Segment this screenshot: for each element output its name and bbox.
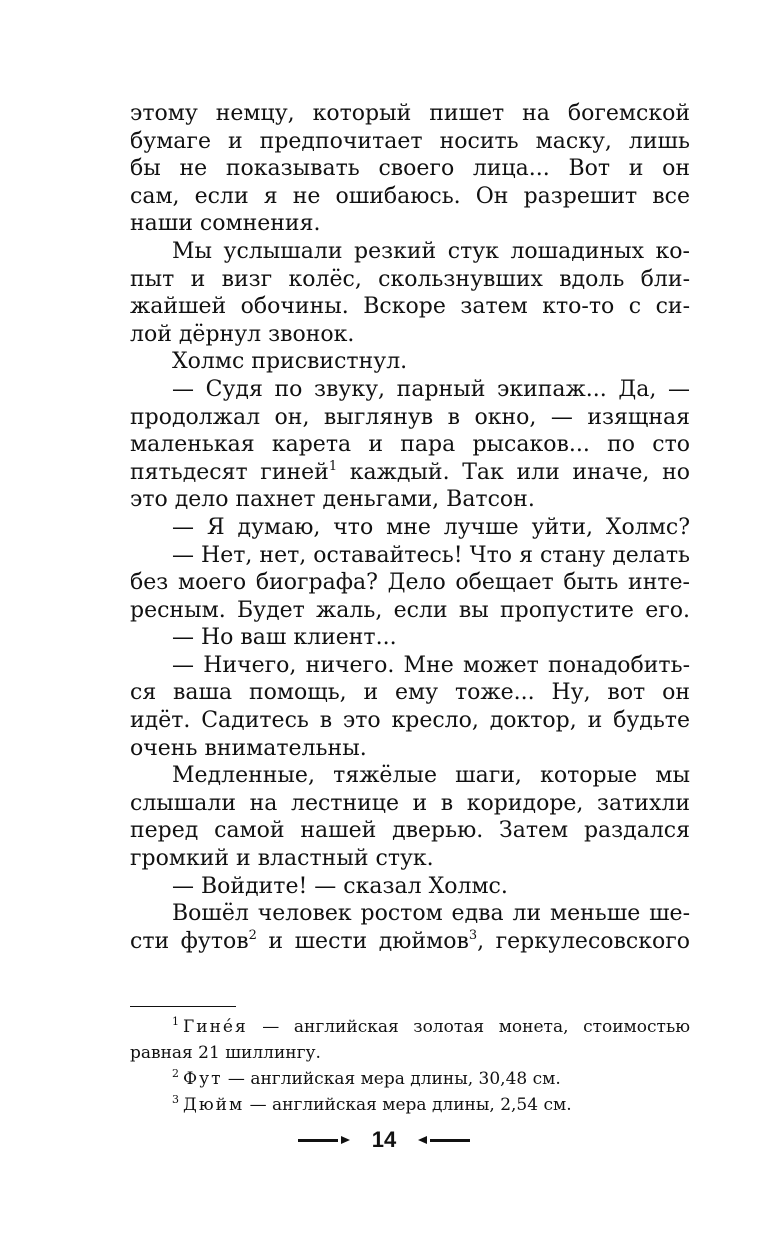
footnote-2-mark: 2: [172, 1067, 179, 1080]
footnote-1: [130, 1014, 690, 1040]
text-line: очень внимательны.: [130, 735, 367, 761]
folio-bar-right: [430, 1139, 470, 1142]
folio-ornament-left: [298, 1136, 350, 1144]
text-line: без моего биографа? Дело обещает быть инте-: [130, 570, 690, 596]
footnote-3-term: Дюйм: [183, 1095, 245, 1115]
arrow-right-icon: [341, 1136, 350, 1144]
folio-bar-left: [298, 1139, 338, 1142]
text-line: Мы услышали резкий стук лошадиных ко-: [172, 238, 690, 264]
text-line: громкий и властный стук.: [130, 846, 434, 872]
arrow-left-icon: [418, 1136, 427, 1144]
body-text: [130, 100, 690, 955]
text-line: пятьдесят гиней$^1$ каждый. Так или иначе, но: [130, 458, 690, 485]
text-line: маленькая карета и пара рысаков... по сто: [130, 432, 690, 458]
text-line: Холмс присвистнул.: [172, 349, 408, 375]
footnote-1-mark: 1: [172, 1015, 179, 1028]
footnote-3-text: — английская мера длины, 2,54 см.: [244, 1095, 572, 1115]
text-line: жайшей обочины. Вскоре затем кто-то с си-: [130, 294, 690, 320]
text-line: — Но ваш клиент...: [172, 625, 397, 651]
text-line: наши сомнения.: [130, 211, 321, 237]
text-line: это дело пахнет деньгами, Ватсон.: [130, 487, 535, 513]
footnote-1-term: Гинéя: [183, 1017, 248, 1037]
text-line: бы не показывать своего лица... Вот и он: [130, 156, 690, 182]
text-line: сти футов$^2$ и шести дюймов$^3$, геркулесовского: [130, 927, 690, 954]
text-line: Вошёл человек ростом едва ли меньше ше-: [172, 901, 690, 927]
text-line: — Судя по звуку, парный экипаж... Да, —: [172, 376, 690, 402]
footnote-2: [130, 1066, 690, 1092]
text-line: слышали на лестнице и в коридоре, затихли: [130, 790, 690, 816]
footnote-2-term: Фут: [183, 1069, 223, 1089]
footnote-1-text-continued: равная 21 шиллингу.: [130, 1043, 321, 1063]
footnote-1-text: — английская золотая монета, стоимостью: [247, 1017, 690, 1037]
text-line: продолжал он, выглянув в окно, — изящная: [130, 404, 690, 430]
folio-ornament-right: [418, 1136, 470, 1144]
text-line: бумаге и предпочитает носить маску, лишь: [130, 128, 690, 154]
text-line: идёт. Садитесь в это кресло, доктор, и будьте: [130, 708, 690, 734]
footnote-ref: 1: [328, 458, 338, 474]
text-line: — Нет, нет, оставайтесь! Что я стану делать: [172, 542, 690, 568]
text-line: ресным. Будет жаль, если вы пропустите его.: [130, 597, 690, 623]
footnote-3-mark: 3: [172, 1093, 179, 1106]
text-line: перед самой нашей дверью. Затем раздался: [130, 818, 690, 844]
text-line: — Я думаю, что мне лучше уйти, Холмс?: [172, 514, 690, 540]
footnote-ref: 3: [468, 927, 478, 943]
text-line: — Ничего, ничего. Мне может понадобить-: [172, 652, 690, 678]
text-line: — Войдите! — сказал Холмс.: [172, 873, 508, 899]
text-line: Медленные, тяжёлые шаги, которые мы: [172, 763, 690, 789]
footnote-separator: [130, 1006, 236, 1007]
text-line: ся ваша помощь, и ему тоже... Ну, вот он: [130, 680, 690, 706]
page-number: 14: [371, 1127, 397, 1152]
footnotes: [130, 1014, 690, 1118]
text-line: этому немцу, который пишет на богемской: [130, 101, 690, 126]
footnote-1-continuation: [130, 1040, 690, 1066]
text-line: сам, если я не ошибаюсь. Он разрешит все: [130, 183, 690, 209]
footnote-2-text: — английская мера длины, 30,48 см.: [222, 1069, 561, 1089]
text-line: пыт и визг колёс, скользнувших вдоль бли-: [130, 266, 690, 292]
page-folio: [0, 1122, 768, 1158]
footnote-3: [130, 1092, 690, 1118]
footnote-ref: 2: [248, 927, 257, 943]
text-line: лой дёрнул звонок.: [130, 321, 355, 347]
